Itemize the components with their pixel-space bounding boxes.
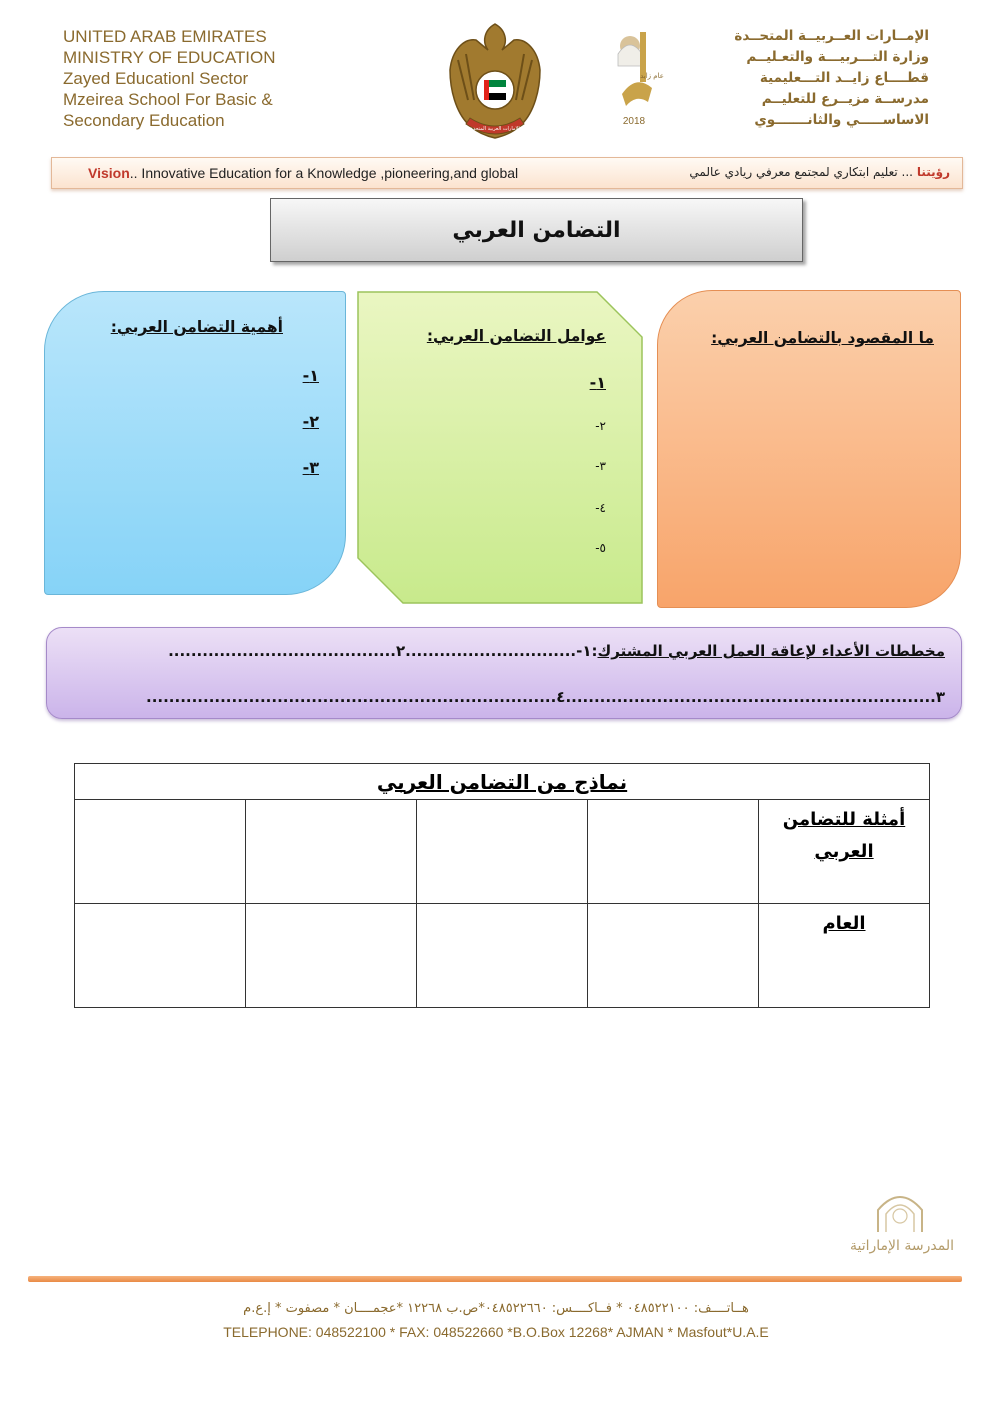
importance-item: ٣- <box>302 458 319 477</box>
plans-line-1 <box>168 642 945 660</box>
factors-card <box>357 291 643 605</box>
table-cell[interactable] <box>588 904 759 1008</box>
table-cell[interactable] <box>588 800 759 904</box>
importance-card <box>44 291 346 595</box>
models-table <box>74 763 930 1008</box>
table-cell[interactable] <box>246 904 417 1008</box>
header-line: MINISTRY OF EDUCATION <box>63 48 276 67</box>
table-row <box>75 904 930 1008</box>
uae-emblem-icon <box>446 20 544 142</box>
table-cell[interactable] <box>417 904 588 1008</box>
page-title: التضامن العربي <box>452 217 621 243</box>
header-line: Mzeirea School For Basic & <box>63 90 273 109</box>
enemy-plans-box <box>46 627 962 719</box>
header-line: وزارة التـــربيـــة والتعـليــم <box>746 49 929 65</box>
factors-item: ٢- <box>595 419 606 433</box>
factors-item: ٤- <box>595 501 606 515</box>
year-of-zayed-logo <box>612 24 664 128</box>
vision-label: Vision <box>88 165 130 181</box>
school-logo-text: المدرسة الإماراتية <box>850 1238 954 1254</box>
header-line: UNITED ARAB EMIRATES <box>63 27 267 46</box>
meaning-heading: ما المقصود بالتضامن العربي: <box>711 329 934 347</box>
header-line: مدرســة مزيــرع للتعليــم <box>761 91 929 107</box>
zayed-logo-text: عام زايد <box>640 72 664 80</box>
importance-heading: أهمية التضامن العربي: <box>110 318 283 336</box>
meaning-card <box>657 290 961 608</box>
vision-arabic <box>689 165 950 179</box>
page-title-box <box>270 198 803 262</box>
footer-contact-arabic: هــاتــــف: ٠٤٨٥٢٢١٠٠ * فــاكــــس: ٠٤٨٥٢٢٦٦٠*ص.ب ١٢٢٦٨ *عجمــــان * مصفوت * إ.ع.م <box>243 1301 749 1316</box>
row-label-examples: أمثلة للتضامن العربي <box>759 800 930 904</box>
vision-banner <box>51 157 963 189</box>
header-line: Zayed Educationl Sector <box>63 69 249 88</box>
importance-item: ١- <box>302 366 319 385</box>
vision-text-ar: ... تعليم ابتكاري لمجتمع معرفي ريادي عالمي <box>689 165 917 179</box>
emirati-school-logo <box>848 1188 952 1272</box>
plans-label: مخططات الأعداء لإعاقة العمل العربي المشترك <box>597 642 945 660</box>
footer-contact-english: TELEPHONE: 048522100 * FAX: 048522660 *B.O.Box 12268* AJMAN * Masfout*U.A.E <box>223 1324 769 1340</box>
header-line: الإمــارات العــربيــة المتحــدة <box>734 28 929 44</box>
table-row <box>75 800 930 904</box>
table-cell[interactable] <box>417 800 588 904</box>
header-line: قطــــاع زايــد التـــعليمية <box>759 70 929 86</box>
vision-label-ar: رؤيتنا <box>916 165 950 179</box>
models-table-caption: نماذج من التضامن العربي <box>75 764 930 800</box>
vision-text: .. Innovative Education for a Knowledge ,pioneering,and global <box>129 165 519 181</box>
vision-english <box>88 165 518 181</box>
plans-line-1-blanks: :١-..............................٢........................................ <box>168 642 598 660</box>
header-line: Secondary Education <box>63 111 225 130</box>
table-cell[interactable] <box>75 800 246 904</box>
row-label-year: العام <box>759 904 930 1008</box>
header-english-block <box>63 26 363 131</box>
plans-line-2: ٣.................................................................٤........................................................................ <box>146 688 945 706</box>
factors-item: ١- <box>589 373 606 392</box>
table-cell[interactable] <box>246 800 417 904</box>
importance-item: ٢- <box>302 412 319 431</box>
zayed-year: 2018 <box>622 116 646 127</box>
table-cell[interactable] <box>75 904 246 1008</box>
footer-divider <box>28 1276 962 1282</box>
factors-heading: عوامل التضامن العربي: <box>426 327 606 345</box>
factors-item: ٣- <box>595 459 606 473</box>
header-arabic-block <box>669 26 929 131</box>
emblem-ribbon-text: الإمارات العربية المتحدة <box>470 126 520 132</box>
factors-item: ٥- <box>595 541 606 555</box>
header-line: الاساســـــي والثانـــــــوي <box>754 112 929 128</box>
